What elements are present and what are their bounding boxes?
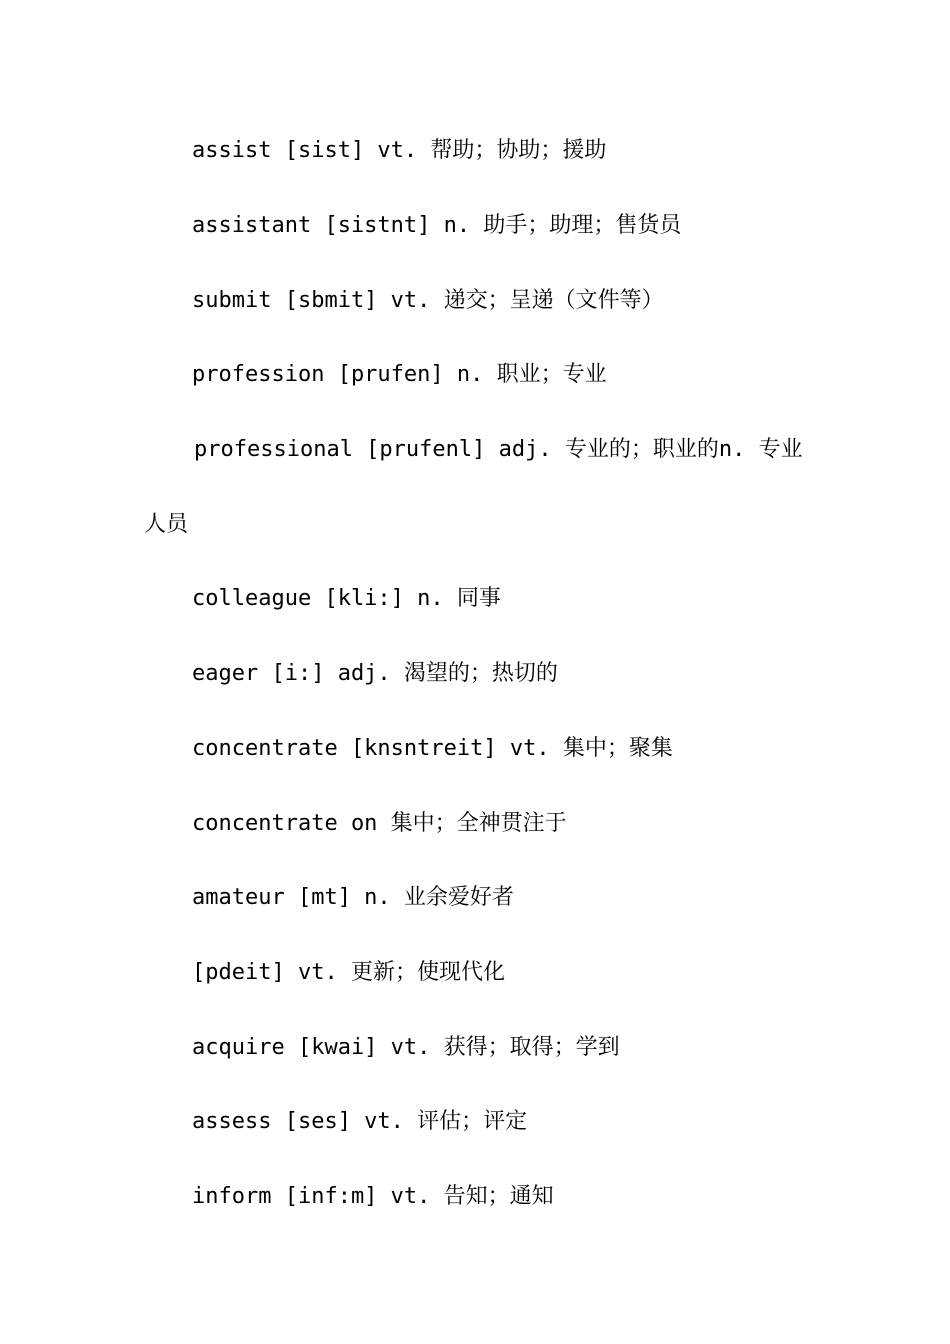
vocab-entry-colleague: colleague [kli:] n. 同事: [192, 586, 501, 611]
vocab-entry-eager: eager [i:] adj. 渴望的；热切的: [192, 661, 558, 686]
vocab-entry-amateur: amateur [mt] n. 业余爱好者: [192, 885, 514, 910]
vocab-entry-inform: inform [inf:m] vt. 告知；通知: [192, 1184, 554, 1209]
vocab-entry-profession: profession [prufen] n. 职业；专业: [192, 362, 607, 387]
vocab-entry-submit: submit [sbmit] vt. 递交；呈递（文件等）: [192, 288, 664, 313]
vocab-entry-update: [pdeit] vt. 更新；使现代化: [192, 960, 505, 985]
vocab-entry-professional: professional [prufenl] adj. 专业的；职业的n. 专业: [194, 437, 803, 462]
vocab-entry-concentrate-on: concentrate on 集中；全神贯注于: [192, 811, 567, 836]
vocab-entry-professional-continuation: 人员: [144, 512, 189, 537]
vocab-entry-assess: assess [ses] vt. 评估；评定: [192, 1109, 528, 1134]
vocab-entry-concentrate: concentrate [knsntreit] vt. 集中；聚集: [192, 736, 673, 761]
vocab-entry-assistant: assistant [sistnt] n. 助手；助理；售货员: [192, 213, 682, 238]
vocab-entry-acquire: acquire [kwai] vt. 获得；取得；学到: [192, 1035, 620, 1060]
vocab-entry-assist: assist [sist] vt. 帮助；协助；援助: [192, 138, 607, 163]
